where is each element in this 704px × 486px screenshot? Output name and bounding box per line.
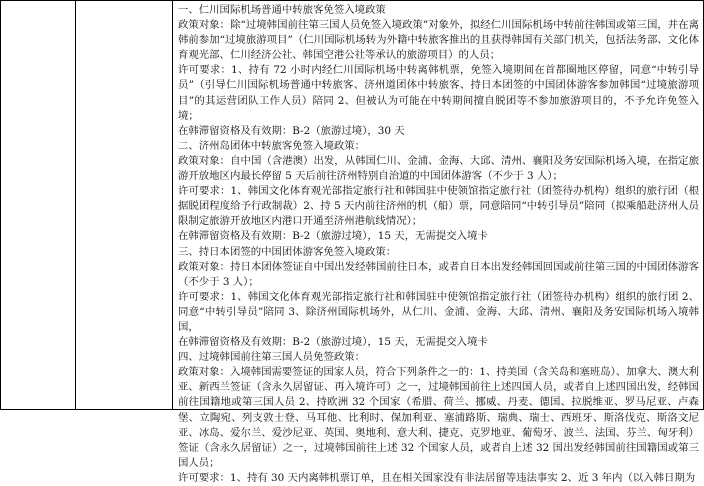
section-heading-japan-group: 三、持日本团签的中国团体游客免签入境政策： bbox=[178, 245, 397, 258]
section-heading-jeju: 二、济州岛团体中转旅客免签入境政策： bbox=[178, 139, 366, 152]
empty-cell-middle bbox=[76, 1, 173, 410]
policy-text-content bbox=[173, 1, 703, 484]
permit-requirements-incheon: 许可要求：1、持有 72 小时内经仁川国际机场中转离韩机票，免签入境期间在首都圈地区停留，同意“中转引导员”（引导仁川国际机场普通中转旅客、济州道团体中转旅客、持日本团签的中国团体游客参加韩国“过境旅游项目”的其运营团队工作人员）陪同 2、但被认为可能在中转期间擅自脱团等不参加旅游项目的，不予允许免签入境； bbox=[178, 64, 699, 122]
empty-cell-left bbox=[1, 1, 76, 410]
policy-target-incheon: 政策对象：除“过境韩国前往第三国人员免签入境政策”对象外，拟经仁川国际机场中转前往韩国或第三国，并在离韩前参加“过境旅游项目”（仁川国际机场转为外籍中转旅客推出的且获得韩国有关部门机关，包括法务部、文化体育观光部、仁川经济公社、韩国空港公社等承认的旅游项目）的人员； bbox=[178, 19, 699, 62]
permit-requirements-japan-group: 许可要求：1、韩国文化体育观光部指定旅行社和韩国驻中使领馆指定旅行社（团签待办机构）组织的旅行团 2、同意“中转引导员”陪同 3、除济州国际机场外，从仁川、金浦、金海、大邱、清州、襄阳及务安国际机场入境韩国， bbox=[178, 290, 699, 333]
stay-status-jeju: 在韩滞留资格及有效期：B-2（旅游过境），15 天，无需提交入境卡 bbox=[178, 230, 488, 243]
permit-requirements-transit: 许可要求：1、持有 30 天内离韩机票订单，且在相关国家没有非法居留等违法事实 2、近 3 年内（以入韩日期为 bbox=[178, 471, 696, 484]
stay-status-incheon: 在韩滞留资格及有效期：B-2（旅游过境），30 天 bbox=[178, 124, 405, 137]
policy-target-japan-group: 政策对象：持日本团体签证自中国出发经韩国前往日本，或者自日本出发经韩国回国或前往第三国的中国团体游客（不少于 3 人）； bbox=[178, 260, 699, 288]
table-row bbox=[1, 1, 704, 410]
section-heading-incheon: 一、仁川国际机场普通中转旅客免签入境政策 bbox=[178, 4, 386, 16]
policy-target-jeju: 政策对象：自中国（含港澳）出发，从韩国仁川、金浦、金海、大邱、清州、襄阳及务安国际机场入境，在指定旅游开放地区内最长停留 5 天后前往济州特别自治道的中国团体游客（不少于 3 人）； bbox=[178, 154, 699, 183]
permit-requirements-jeju: 许可要求：1、韩国文化体育观光部指定旅行社和韩国驻中使领馆指定旅行社（团签待办机构）组织的旅行团（根据脱团程度给予行政制裁）2、持 5 天内前往济州的机（船）票，同意陪同“中转引导员”陪同（拟乘船赴济州人员限制定旅游开放地区内港口开通至济州港航线情况）； bbox=[178, 185, 699, 228]
policy-target-transit: 政策对象：入境韩国需要签证的国家人员，符合下列条件之一的：1、持美国（含关岛和塞班岛）、加拿大、澳大利亚、新西兰签证（含永久居留证、再入境许可）之一，过境韩国前往上述四国人员，或者自上述四国出发，经韩国前往国籍地或第三国人员 2、持欧洲 32 个国家（希腊、荷兰、挪威、丹麦、德国、拉脱维亚、罗马尼亚、卢森堡、立陶宛、列支敦士登、马耳他、比利时、保加利亚、塞浦路斯、瑞典、瑞士、西班牙、斯洛伐克、斯洛文尼亚、冰岛、爱尔兰、爱沙尼亚、英国、奥地利、意大利、捷克、克罗地亚、葡萄牙、波兰、法国、芬兰、匈牙利）签证（含永久居留证）之一，过境韩国前往上述 32 个国家人员，或者自上述 32 国出发经韩国前往国籍国或第三国人员； bbox=[178, 366, 699, 469]
policy-text-cell bbox=[173, 1, 704, 484]
section-heading-transit: 四、过境韩国前往第三国人员免签政策： bbox=[178, 351, 366, 364]
stay-status-japan-group: 在韩滞留资格及有效期：B-2（旅游过境），15 天，无需提交入境卡 bbox=[178, 336, 488, 349]
